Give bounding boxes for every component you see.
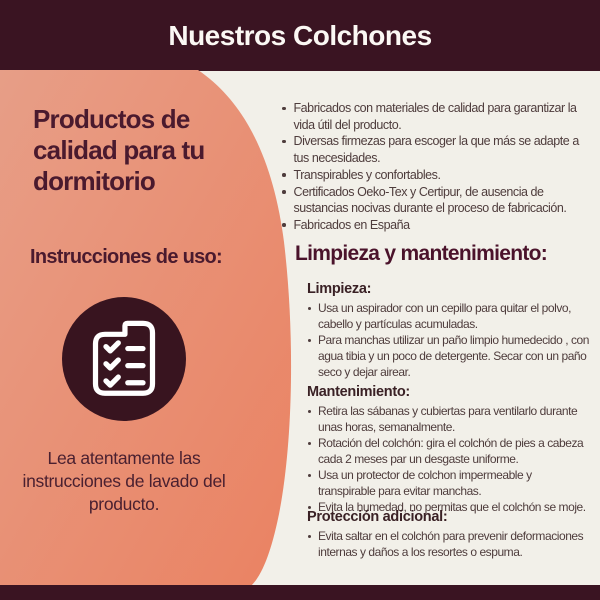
page-title: Nuestros Colchones <box>168 19 432 51</box>
list-item <box>281 217 589 234</box>
bullet-dot <box>308 307 311 310</box>
bullet-dot <box>282 140 286 144</box>
checklist-clipboard-icon <box>86 318 162 400</box>
bullet-dot <box>308 410 311 413</box>
list-item <box>307 403 591 435</box>
list-item-text: Evita la humedad, no permitas que el colchón se moje. <box>318 500 586 514</box>
section-title: Limpieza: <box>307 281 372 297</box>
instructions-subheading: Instrucciones de uso: <box>30 246 223 268</box>
icon-circle <box>62 297 186 421</box>
list-item-text: Diversas firmezas para escoger la que más se adapte a tus necesidades. <box>293 134 579 166</box>
care-heading: Limpieza y mantenimiento: <box>295 242 548 265</box>
section-list <box>307 300 591 380</box>
feature-list <box>281 100 589 234</box>
bullet-dot <box>282 190 286 194</box>
section-list <box>307 403 591 515</box>
bullet-dot <box>282 173 286 177</box>
list-item <box>281 133 589 166</box>
list-item-text: Usa un protector de colchon impermeable y transpirable para evitar manchas. <box>318 468 532 498</box>
list-item <box>307 300 591 332</box>
list-item-text: Certificados Oeko-Tex y Certipur, de ausencia de sustancias nocivas durante el proceso de fabricación. <box>293 184 567 216</box>
section-limpieza <box>307 281 591 380</box>
section-title: Protección adicional: <box>307 509 448 525</box>
list-item-text: Evita saltar en el colchón para prevenir deformaciones internas y daños a los resortes o espuma. <box>318 529 584 559</box>
list-item-text: Retira las sábanas y cubiertas para ventilarlo durante unas horas, semanalmente. <box>318 404 578 434</box>
section-list <box>307 528 591 560</box>
list-item-text: Usa un aspirador con un cepillo para quitar el polvo, cabello y partículas acumuladas. <box>318 301 571 331</box>
section-proteccion <box>307 509 591 560</box>
bullet-dot <box>308 442 311 445</box>
list-item-text: Para manchas utilizar un paño limpio humedecido , con agua tibia y un poco de detergente. Secar con un paño seco y dejar airear. <box>318 333 589 379</box>
bullet-dot <box>308 339 311 342</box>
bullet-dot <box>308 535 311 538</box>
list-item <box>307 467 591 499</box>
section-mantenimiento <box>307 384 591 515</box>
list-item <box>281 100 589 133</box>
left-heading: Productos de calidad para tu dormitorio <box>33 104 205 196</box>
bullet-dot <box>308 474 311 477</box>
list-item <box>281 167 589 184</box>
list-item-text: Rotación del colchón: gira el colchón de pies a cabeza cada 2 meses par un desgaste uniforme. <box>318 436 584 466</box>
list-item <box>281 184 589 217</box>
list-item-text: Transpirables y confortables. <box>293 167 441 182</box>
list-item <box>307 528 591 560</box>
list-item <box>307 332 591 380</box>
section-title: Mantenimiento: <box>307 384 410 400</box>
list-item <box>307 435 591 467</box>
header-bar <box>0 0 600 71</box>
list-item-text: Fabricados en España <box>293 217 410 232</box>
footer-bar <box>0 585 600 600</box>
bullet-dot <box>282 223 286 227</box>
list-item-text: Fabricados con materiales de calidad para garantizar la vida útil del producto. <box>293 101 577 132</box>
bullet-dot <box>282 107 286 111</box>
care-note: Lea atentamente las instrucciones de lavado del producto. <box>22 448 226 514</box>
